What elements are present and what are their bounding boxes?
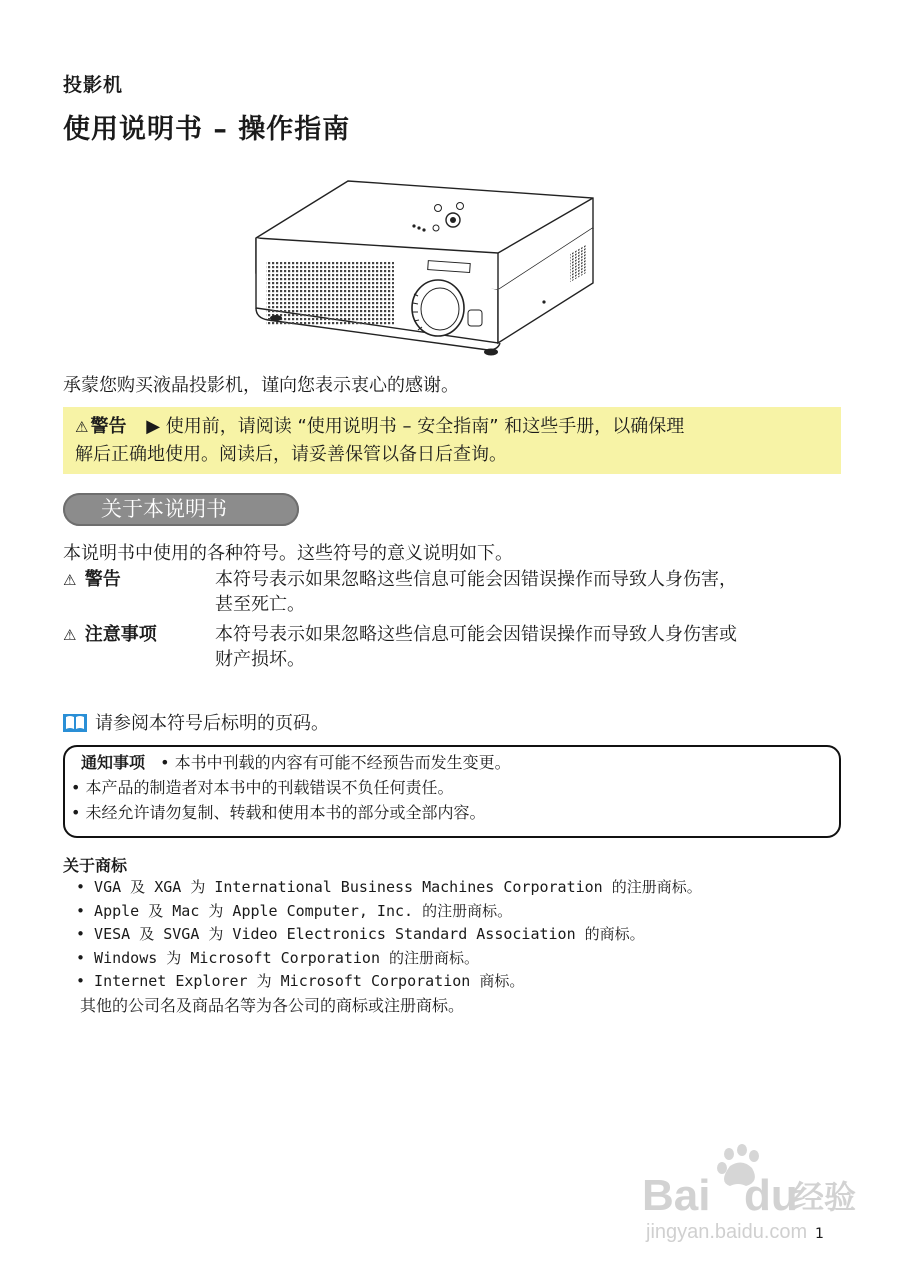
watermark-brand-2: du [744, 1171, 798, 1220]
notice-item: • 本产品的制造者对本书中的刊载错误不负任何责任。 [71, 778, 454, 797]
symbol-label: 警告 [84, 569, 121, 590]
trademark-footer: 其他的公司名及商品名等为各公司的商标或注册商标。 [80, 995, 465, 1015]
warning-triangle-icon: ⚠ [75, 418, 89, 436]
symbol-desc-line-1: 本符号表示如果忽略这些信息可能会因错误操作而导致人身伤害或 [215, 624, 737, 645]
reference-row [63, 709, 329, 735]
warning-triangle-icon: ⚠ [63, 571, 77, 589]
symbol-desc-line-1: 本符号表示如果忽略这些信息可能会因错误操作而导致人身伤害， [215, 569, 737, 590]
section-intro: 本说明书中使用的各种符号。这些符号的意义说明如下。 [63, 543, 513, 564]
manual-category: 投影机 [63, 74, 124, 96]
trademark-item: • VESA 及 SVGA 为 Video Electronics Standard Association 的商标。 [76, 925, 645, 943]
warning-line-1: ▶ 使用前，请阅读 “使用说明书 – 安全指南” 和这些手册，以确保理 [146, 416, 685, 437]
book-icon [63, 714, 87, 732]
trademark-item: • VGA 及 XGA 为 International Business Machines Corporation 的注册商标。 [76, 878, 702, 896]
trademark-item: • Internet Explorer 为 Microsoft Corporation 商标。 [76, 972, 525, 990]
page-number: 1 [815, 1226, 824, 1242]
symbol-desc-line-2: 财产损坏。 [215, 649, 305, 670]
notice-label: 通知事项 [81, 753, 146, 772]
notice-item: • 本书中刊载的内容有可能不经预告而发生变更。 [160, 753, 511, 772]
notice-box [63, 745, 841, 838]
trademark-item: • Apple 及 Mac 为 Apple Computer, Inc. 的注册商标。 [76, 901, 513, 920]
thanks-text: 承蒙您购买液晶投影机，谨向您表示衷心的感谢。 [63, 375, 459, 396]
section-heading: 关于本说明书 [63, 493, 299, 526]
watermark-cn: 经验 [792, 1178, 857, 1216]
notice-item: • 未经允许请勿复制、转载和使用本书的部分或全部内容。 [71, 803, 486, 822]
watermark-url: jingyan.baidu.com [646, 1221, 808, 1243]
symbol-row-warning [63, 567, 843, 617]
trademark-list [76, 876, 702, 1017]
manual-title: 使用说明书 – 操作指南 [63, 114, 351, 145]
trademark-item: • Windows 为 Microsoft Corporation 的注册商标。 [76, 948, 480, 967]
projector-illustration [248, 178, 596, 362]
warning-label: 警告 [90, 416, 127, 437]
warning-triangle-icon: ⚠ [63, 626, 77, 644]
watermark-brand: Bai [642, 1171, 711, 1220]
reference-text: 请参阅本符号后标明的页码。 [95, 713, 329, 734]
warning-box [63, 407, 841, 474]
symbol-desc-line-2: 甚至死亡。 [215, 594, 305, 615]
trademark-heading: 关于商标 [63, 856, 128, 875]
symbol-label: 注意事项 [84, 624, 157, 645]
baidu-jingyan-watermark [642, 1142, 857, 1252]
warning-line-2: 解后正确地使用。阅读后，请妥善保管以备日后查询。 [75, 444, 507, 465]
symbol-row-caution [63, 622, 843, 672]
